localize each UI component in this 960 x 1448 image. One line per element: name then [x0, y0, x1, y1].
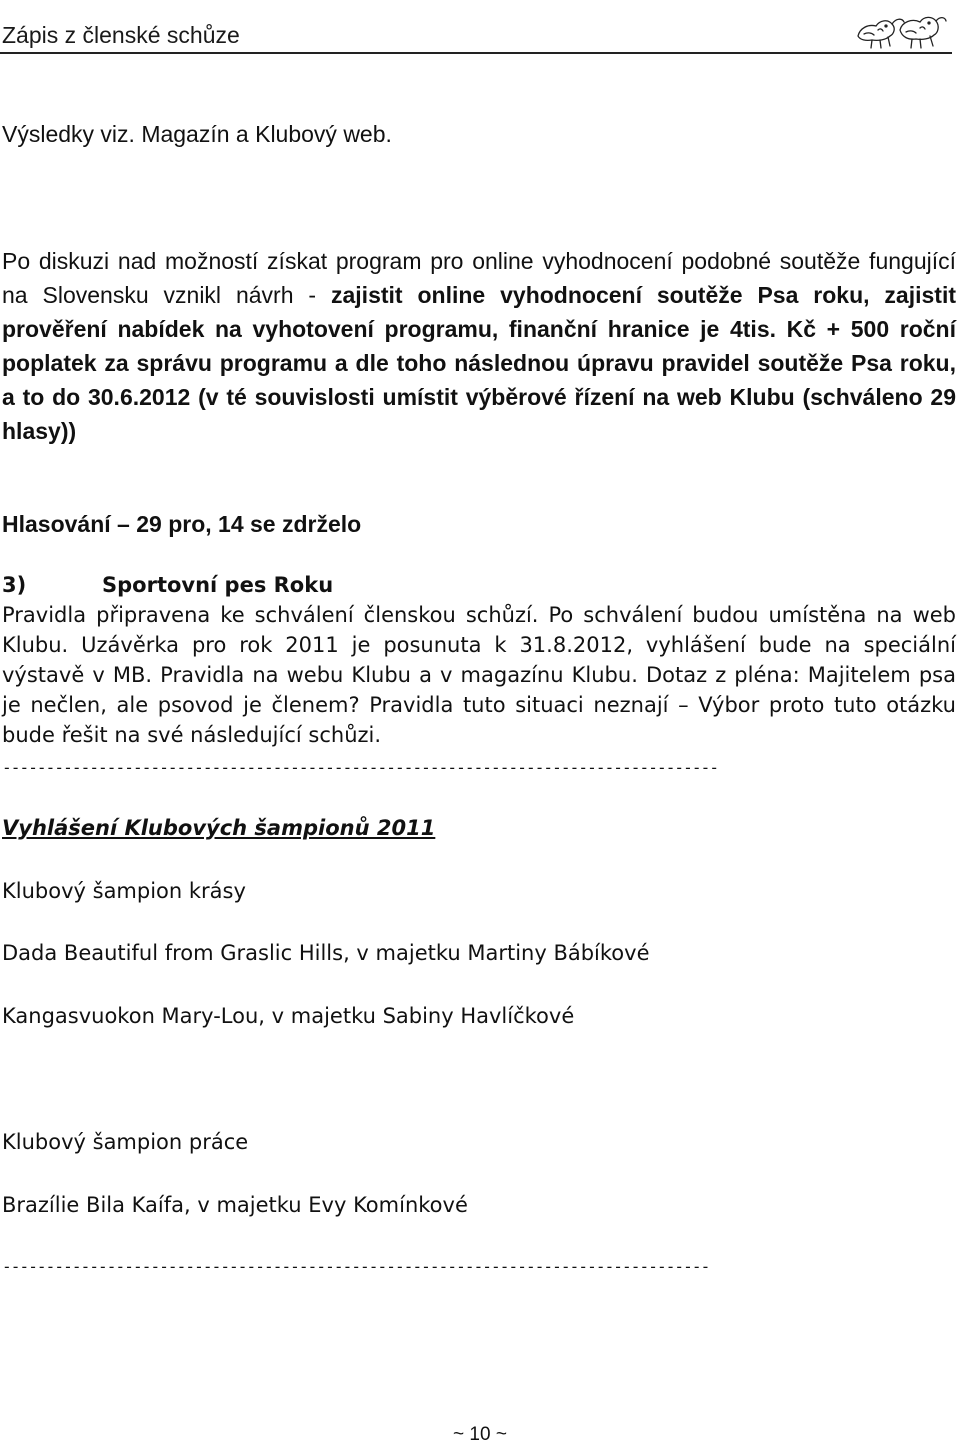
separator-line: ----------------------------------------------------------------------------------	[2, 758, 719, 777]
work-champion-1: Brazílie Bila Kaífa, v majetku Evy Komínkové	[2, 1193, 468, 1217]
section-3-heading	[2, 570, 956, 600]
champions-heading: Vyhlášení Klubových šampionů 2011	[2, 816, 436, 840]
discussion-paragraph	[2, 244, 956, 448]
page-number: ~ 10 ~	[453, 1424, 507, 1445]
voting-result: Hlasování – 29 pro, 14 se zdrželo	[2, 511, 362, 537]
section-number: 3)	[2, 573, 27, 597]
separator-line: ---------------------------------------------------------------------------------	[2, 1257, 710, 1276]
discussion-rest: 2012 (v té souvislosti umístit výběrové řízení na web Klubu (schváleno 29 hlasy))	[2, 384, 956, 444]
club-logo-icon	[850, 6, 950, 52]
discussion-intro: Po diskuzi nad možností získat program pro online vyhodnocení podobné soutěže fungující na Slovensku vznikl návrh -	[2, 248, 956, 308]
section-3-body: Pravidla připravena ke schválení členskou schůzí. Po schválení budou umístěna na web Klubu. Uzávěrka pro rok 2011 je posunuta k 31.8.2012, vyhlášení bude na speciální výstavě v MB. Pravidla na webu Klubu a v magazínu Klubu. Dotaz z pléna: Majitelem psa je nečlen, ale psovod je členem? Pravidla tuto situaci neznají – Výbor proto tuto otázku bude řešit na své následující schůzi.	[2, 603, 956, 747]
beauty-champion-1: Dada Beautiful from Graslic Hills, v majetku Martiny Bábíkové	[2, 941, 650, 965]
work-champion-title: Klubový šampion práce	[2, 1130, 249, 1154]
discussion-proposal: zajistit online vyhodnocení soutěže Psa roku, zajistit prověření nabídek na vyhotovení programu, finanční hranice je 4tis. Kč + 500 roční poplatek za správu programu a dle toho následnou úpravu pravidel soutěže Psa roku, a to do 30.6.	[2, 282, 957, 410]
results-line: Výsledky viz. Magazín a Klubový web.	[2, 121, 392, 147]
beauty-champion-title: Klubový šampion krásy	[2, 879, 246, 903]
header-title: Zápis z členské schůze	[2, 22, 240, 48]
section-title: Sportovní pes Roku	[102, 573, 334, 597]
beauty-champion-2: Kangasvuokon Mary-Lou, v majetku Sabiny Havlíčkové	[2, 1004, 575, 1028]
page-header	[0, 18, 952, 54]
